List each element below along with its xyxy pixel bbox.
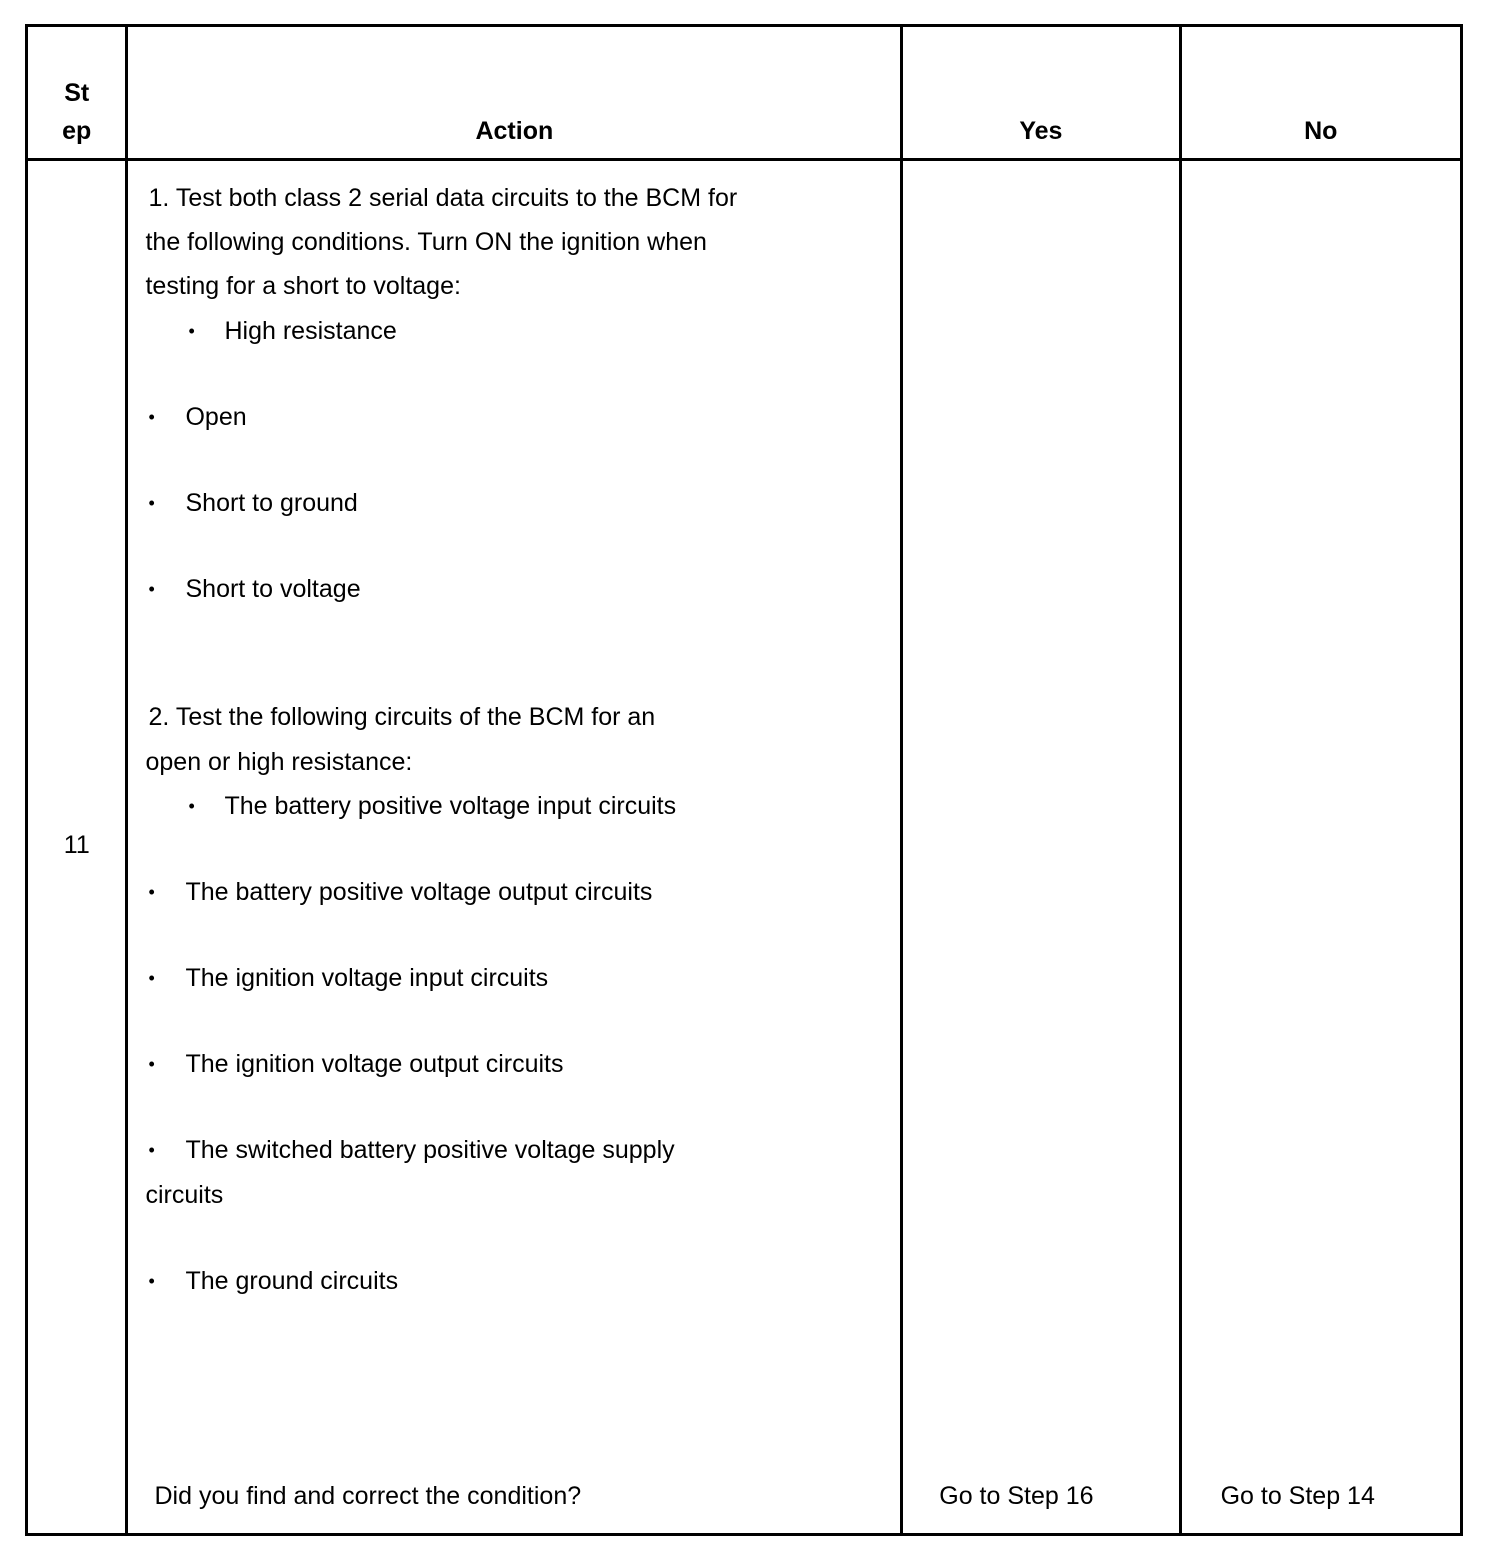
- bullet-icon: •: [188, 321, 195, 341]
- bullet-icon: •: [148, 1140, 155, 1160]
- bullet-icon: •: [148, 407, 155, 427]
- bullet-icon: •: [148, 968, 155, 988]
- part1-bullet-4: Short to voltage: [185, 575, 361, 603]
- step-row: [27, 160, 1462, 1535]
- question-text: Did you find and correct the condition?: [154, 1482, 582, 1510]
- part2-bullet-5: The switched battery positive voltage supply: [185, 1136, 675, 1164]
- part2-bullet-3: The ignition voltage input circuits: [185, 964, 549, 992]
- bullet-icon: •: [188, 796, 195, 816]
- bullet-icon: •: [148, 493, 155, 513]
- part1-line-3: testing for a short to voltage:: [145, 272, 461, 300]
- step-number: 11: [63, 831, 90, 859]
- action-cell: [127, 160, 902, 1535]
- bullet-icon: •: [148, 882, 155, 902]
- part2-bullet-5-wrap: circuits: [145, 1181, 224, 1209]
- part2-line-1: 2. Test the following circuits of the BCM for an: [148, 703, 656, 731]
- part1-bullet-1: High resistance: [224, 317, 397, 345]
- header-no: No: [1180, 26, 1461, 160]
- no-cell: [1180, 160, 1461, 1535]
- step-cell: [27, 160, 127, 1535]
- header-yes: Yes: [902, 26, 1180, 160]
- part1-bullet-3: Short to ground: [185, 489, 358, 517]
- part1-bullet-2: Open: [185, 403, 247, 431]
- action-content: [128, 161, 900, 1533]
- part2-line-2: open or high resistance:: [145, 748, 413, 776]
- bullet-icon: •: [148, 1271, 155, 1291]
- part1-line-1: 1. Test both class 2 serial data circuits to the BCM for: [148, 184, 738, 212]
- bullet-icon: •: [148, 1054, 155, 1074]
- part2-bullet-1: The battery positive voltage input circuits: [224, 792, 677, 820]
- header-row: [27, 26, 1462, 160]
- diagnostic-table: [25, 24, 1463, 1536]
- yes-cell: [902, 160, 1180, 1535]
- part2-bullet-6: The ground circuits: [185, 1267, 399, 1295]
- header-step: [27, 26, 127, 160]
- yes-outcome: Go to Step 16: [939, 1482, 1094, 1510]
- no-outcome: Go to Step 14: [1220, 1482, 1375, 1510]
- header-step-line-1: St: [64, 79, 90, 107]
- bullet-icon: •: [148, 579, 155, 599]
- header-step-line-2: ep: [62, 117, 92, 145]
- part2-bullet-4: The ignition voltage output circuits: [185, 1050, 564, 1078]
- part2-bullet-2: The battery positive voltage output circuits: [185, 878, 653, 906]
- header-action: Action: [127, 26, 902, 160]
- part1-line-2: the following conditions. Turn ON the ignition when: [145, 228, 707, 256]
